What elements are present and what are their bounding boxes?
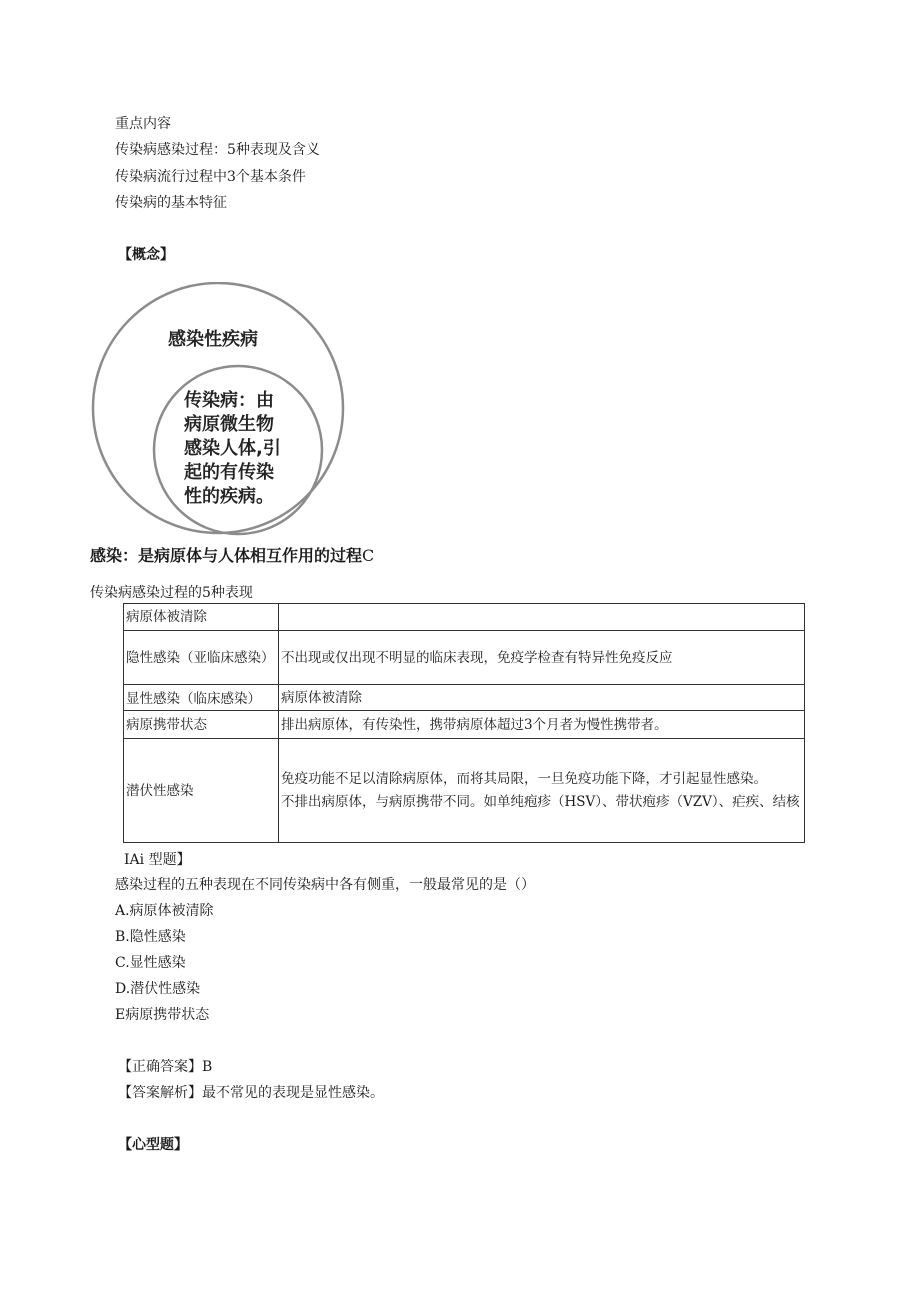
question-type-label: IAi 型题】 [124, 852, 191, 868]
table-cell-name: 病原体被清除 [124, 604, 279, 631]
key-point-item: 传染病感染过程：5种表现及含义 [115, 142, 320, 158]
infection-manifestations-table [123, 603, 805, 843]
question-stem: 感染过程的五种表现在不同传染病中各有侧重，一般最常见的是（） [115, 877, 535, 893]
concept-heading: 【概念】 [118, 247, 174, 263]
correct-answer-label: 【正确答案】 [118, 1059, 202, 1075]
answer-analysis-label: 【答案解析】 [118, 1085, 202, 1101]
table-cell-name-text: 显性感染（临床感染） [126, 690, 261, 707]
table-row [124, 685, 805, 711]
table-cell-desc-line: 免疫功能不足以清除病原体，而将其局限，一旦免疫功能下降，才引起显性感染。 [281, 770, 767, 787]
correct-answer-value: B [202, 1059, 213, 1075]
table-row [124, 631, 805, 685]
answer-analysis-text: 最不常见的表现是显性感染。 [202, 1085, 384, 1101]
table-cell-desc: 病原体被清除 [279, 685, 805, 711]
outer-circle-label: 感染性疾病 [168, 329, 258, 350]
question-option: D.潜伏性感染 [115, 981, 201, 997]
next-section-heading: 【心型题】 [118, 1137, 188, 1153]
question-option: E病原携带状态 [115, 1007, 210, 1023]
infection-definition-text: 感染：是病原体与人体相互作用的过程 [90, 546, 363, 565]
question-option: C.显性感染 [115, 955, 186, 971]
correct-answer [118, 1058, 212, 1076]
inner-circle-line: 传染病：由 [184, 390, 274, 411]
table-cell-desc: 排出病原体，有传染性，携带病原体超过3个月者为慢性携带者。 [279, 711, 805, 739]
inner-circle-line: 感染人体,引 [184, 438, 281, 459]
question-option: B.隐性感染 [115, 929, 186, 945]
concept-venn-diagram [88, 282, 350, 538]
table-row [124, 604, 805, 631]
table-caption: 传染病感染过程的5种表现 [90, 585, 253, 601]
table-row [124, 739, 805, 843]
table-cell-desc-line: 不排出病原体，与病原携带不同。如单纯疱疹（HSV）、带状疱疹（VZV）、疟疾、结核 [281, 793, 800, 810]
table-cell-desc [279, 604, 805, 631]
question-option: A.病原体被清除 [115, 903, 214, 919]
inner-circle-line: 病原微生物 [184, 414, 274, 435]
table-cell-desc [279, 739, 805, 843]
table-cell-name: 隐性感染（亚临床感染） [124, 631, 279, 685]
table-cell-name: 潜伏性感染 [124, 739, 279, 843]
table-cell-name [124, 685, 279, 711]
inner-circle-line: 起的有传染 [184, 462, 274, 483]
infection-definition [90, 543, 374, 566]
table-cell-desc: 不出现或仅出现不明显的临床表现，免疫学检查有特异性免疫反应 [279, 631, 805, 685]
inner-circle-line: 性的疾病。 [184, 486, 274, 507]
key-points-heading: 重点内容 [115, 116, 171, 132]
table-cell-name: 病原携带状态 [124, 711, 279, 739]
key-point-item: 传染病的基本特征 [115, 195, 227, 211]
table-row [124, 711, 805, 739]
answer-analysis [118, 1084, 384, 1102]
key-point-item: 传染病流行过程中3个基本条件 [115, 169, 306, 185]
infection-definition-tail: C [362, 546, 375, 565]
